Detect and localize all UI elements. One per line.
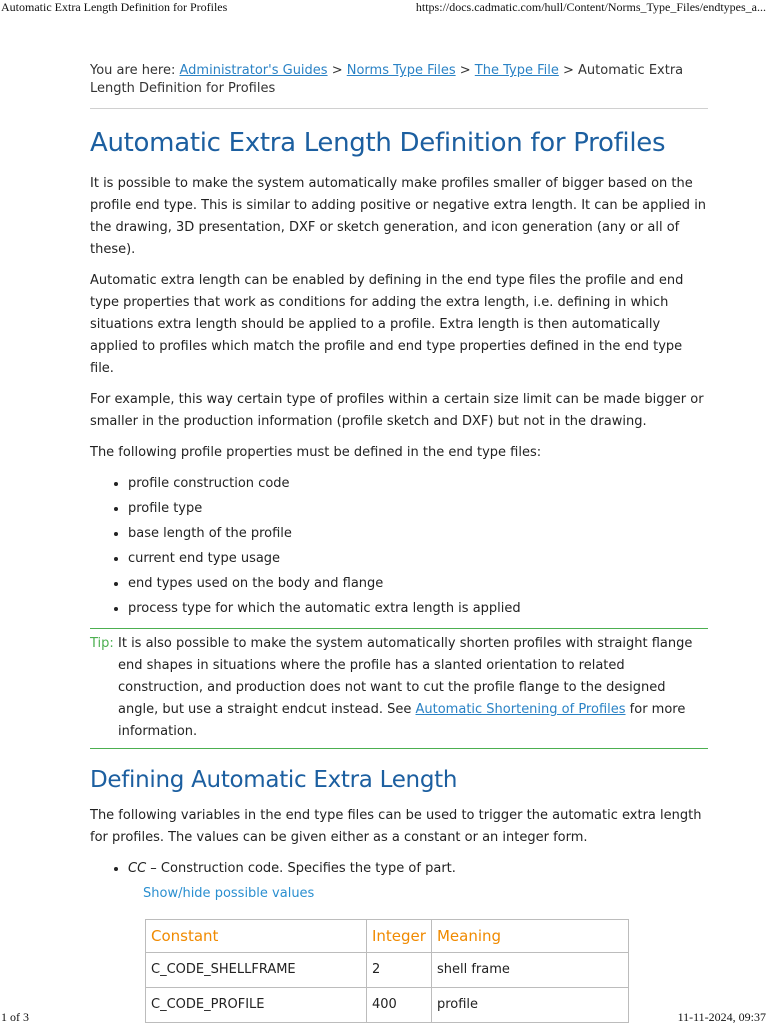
tip-text-after: for more information.: [118, 702, 686, 739]
list-item: • process type for which the automatic extra length is applied: [128, 598, 708, 620]
print-datetime: 11-11-2024, 09:37: [677, 1010, 766, 1024]
tip-link-automatic-shortening[interactable]: Automatic Shortening of Profiles: [415, 702, 626, 717]
show-hide-toggle[interactable]: Show/hide possible values: [143, 886, 315, 901]
tip-text: [118, 633, 708, 743]
print-header-url: https://docs.cadmatic.com/hull/Content/Norms_Type_Files/endtypes_a...: [415, 0, 766, 14]
intro-paragraph: Automatic extra length can be enabled by defining in the end type files the profile and end type properties that work as conditions for adding the extra length, i.e. defining in which situations extra length should be applied to a profile. Extra length is then automatically applied to profiles which match the profile and end type properties defined in the end type file.: [90, 273, 684, 376]
table-cell-meaning: shell frame: [431, 953, 628, 988]
list-item: • profile construction code: [128, 473, 708, 495]
table-cell-integer: 400: [367, 988, 432, 1023]
column-header-integer: Integer: [367, 920, 432, 953]
breadcrumb-separator: >: [327, 63, 347, 78]
column-header-meaning: Meaning: [431, 920, 628, 953]
properties-list: [90, 473, 708, 620]
breadcrumb-link-the-type-file[interactable]: The Type File: [474, 63, 559, 78]
breadcrumb: [90, 62, 708, 109]
list-item: • base length of the profile: [128, 523, 708, 545]
list-item: • profile type: [128, 498, 708, 520]
breadcrumb-link-administrators-guides[interactable]: Administrator's Guides: [179, 63, 328, 78]
list-item: • end types used on the body and flange: [128, 573, 708, 595]
intro-paragraph: For example, this way certain type of profiles within a certain size limit can be made bigger or smaller in the production information (profile sketch and DXF) but not in the drawing.: [90, 392, 704, 429]
table-cell-constant: C_CODE_PROFILE: [146, 988, 367, 1023]
variable-item: [128, 858, 708, 880]
variables-list: [90, 858, 708, 880]
intro-paragraph: It is possible to make the system automatically make profiles smaller of bigger based on the profile end type. This is similar to adding positive or negative extra length. It can be applied in the drawing, 3D presentation, DXF or sketch generation, and icon generation (any or all of these).: [90, 176, 707, 257]
breadcrumb-separator: >: [455, 63, 475, 78]
column-header-constant: Constant: [146, 920, 367, 953]
table-cell-constant: C_CODE_SHELLFRAME: [146, 953, 367, 988]
print-header: [0, 0, 768, 16]
breadcrumb-separator: >: [558, 63, 579, 78]
section-title: Defining Automatic Extra Length: [90, 767, 458, 793]
page-number: 1 of 3: [1, 1010, 29, 1024]
table-header-row: [146, 920, 629, 953]
intro-paragraph: The following profile properties must be defined in the end type files:: [90, 445, 542, 460]
variable-name: CC: [128, 861, 147, 876]
page-title: Automatic Extra Length Definition for Profiles: [90, 128, 666, 158]
table-cell-integer: 2: [367, 953, 432, 988]
section-intro: The following variables in the end type files can be used to trigger the automatic extra length for profiles. The values can be given either as a constant or an integer form.: [90, 808, 702, 845]
breadcrumb-link-norms-type-files[interactable]: Norms Type Files: [346, 63, 456, 78]
variable-description: – Construction code. Specifies the type of part.: [146, 861, 456, 876]
breadcrumb-prefix: You are here:: [90, 63, 180, 78]
list-item: • current end type usage: [128, 548, 708, 570]
tip-box: [90, 628, 708, 749]
breadcrumb-current: Automatic Extra Length Definition for Profiles: [90, 63, 684, 96]
tip-label: Tip:: [90, 636, 114, 651]
table-row: [146, 953, 629, 988]
print-footer: [0, 1010, 768, 1024]
values-table: [145, 919, 629, 1023]
article: [90, 62, 708, 1023]
print-header-title: Automatic Extra Length Definition for Profiles: [1, 0, 228, 14]
table-cell-meaning: profile: [431, 988, 628, 1023]
tip-text-before: It is also possible to make the system automatically shorten profiles with straight flange end shapes in situations where the profile has a slanted orientation to related construction, and production does not want to cut the profile flange to the designed angle, but use a straight endcut instead. See: [118, 636, 693, 717]
